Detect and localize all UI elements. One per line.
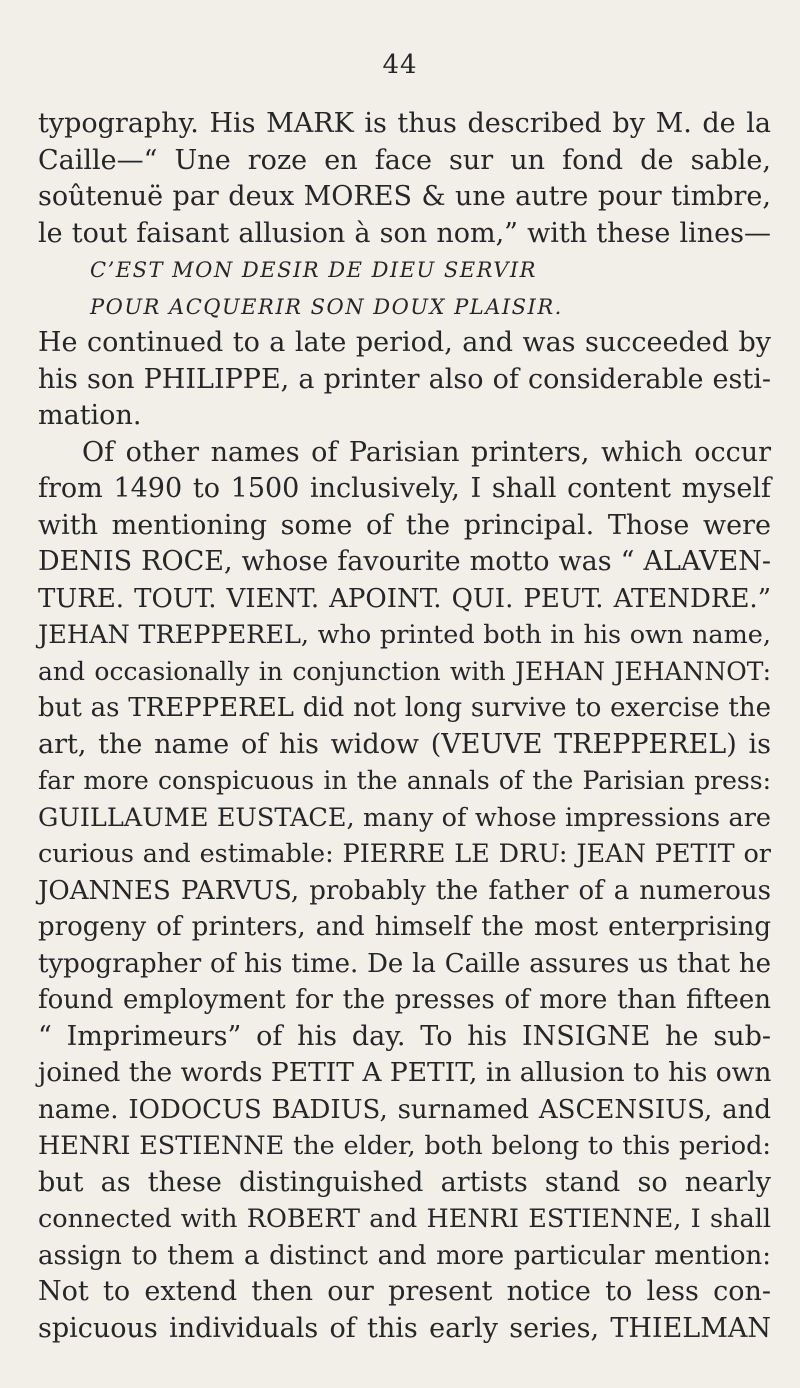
text-line: art, the name of his widow (VEUVE TREPPEREL) is bbox=[38, 728, 771, 760]
text-line: from 1490 to 1500 inclusively, I shall content myself bbox=[38, 473, 771, 504]
text-line: He continued to a late period, and was succeeded by bbox=[38, 327, 771, 358]
text-line: name. IODOCUS BADIUS, surnamed ASCENSIUS, and bbox=[38, 1094, 771, 1125]
page-number: 44 bbox=[382, 50, 418, 80]
text-line: found employment for the presses of more than fifteen bbox=[38, 985, 771, 1015]
motto-line: POUR ACQUERIR SON DOUX PLAISIR. bbox=[90, 294, 563, 319]
text-line: spicuous individuals of this early series, THIELMAN bbox=[38, 1312, 771, 1344]
text-line: mation. bbox=[38, 400, 142, 431]
text-line: but as TREPPEREL did not long survive to exercise the bbox=[38, 693, 771, 723]
text-line: typography. His MARK is thus described by M. de la bbox=[38, 108, 771, 139]
text-line: GUILLAUME EUSTACE, many of whose impressions are bbox=[38, 802, 771, 833]
text-line: assign to them a distinct and more particular mention: bbox=[38, 1240, 771, 1271]
text-line: joined the words PETIT A PETIT, in allusion to his own bbox=[38, 1057, 772, 1088]
text-line: JOANNES PARVUS, probably the father of a numerous bbox=[38, 875, 771, 906]
text-line: his son PHILIPPE, a printer also of considerable esti- bbox=[38, 363, 771, 395]
text-line: with mentioning some of the principal. Those were bbox=[38, 509, 771, 541]
text-line: curious and estimable: PIERRE LE DRU: JEAN PETIT or bbox=[38, 839, 771, 869]
text-line: Of other names of Parisian printers, which occur bbox=[82, 436, 771, 468]
text-line: TURE. TOUT. VIENT. APOINT. QUI. PEUT. ATENDRE.” bbox=[38, 583, 771, 614]
text-line: but as these distinguished artists stand so nearly bbox=[38, 1166, 771, 1198]
text-line: Not to extend then our present notice to less con- bbox=[38, 1276, 771, 1307]
text-line: Caille—“ Une roze en face sur un fond de sable, bbox=[38, 144, 771, 176]
text-line: le tout faisant allusion à son nom,” with these lines— bbox=[38, 217, 771, 249]
text-line: JEHAN TREPPEREL, who printed both in his own name, bbox=[38, 620, 771, 650]
motto-line: C’EST MON DESIR DE DIEU SERVIR bbox=[90, 258, 537, 282]
text-line: typographer of his time. De la Caille assures us that he bbox=[38, 948, 771, 979]
text-line: and occasionally in conjunction with JEHAN JEHANNOT: bbox=[38, 656, 771, 686]
text-line: connected with ROBERT and HENRI ESTIENNE, I shall bbox=[38, 1204, 771, 1234]
text-line: DENIS ROCE, whose favourite motto was “ ALAVEN- bbox=[38, 546, 771, 577]
text-line: HENRI ESTIENNE the elder, both belong to this period: bbox=[38, 1131, 771, 1161]
text-line: far more conspicuous in the annals of the Parisian press: bbox=[38, 766, 771, 795]
body-text bbox=[38, 106, 771, 1347]
text-line: progeny of printers, and himself the most enterprising bbox=[38, 912, 771, 942]
text-line: soûtenuë par deux MORES & une autre pour timbre, bbox=[38, 181, 771, 212]
text-line: “ Imprimeurs” of his day. To his INSIGNE he sub- bbox=[38, 1020, 771, 1052]
